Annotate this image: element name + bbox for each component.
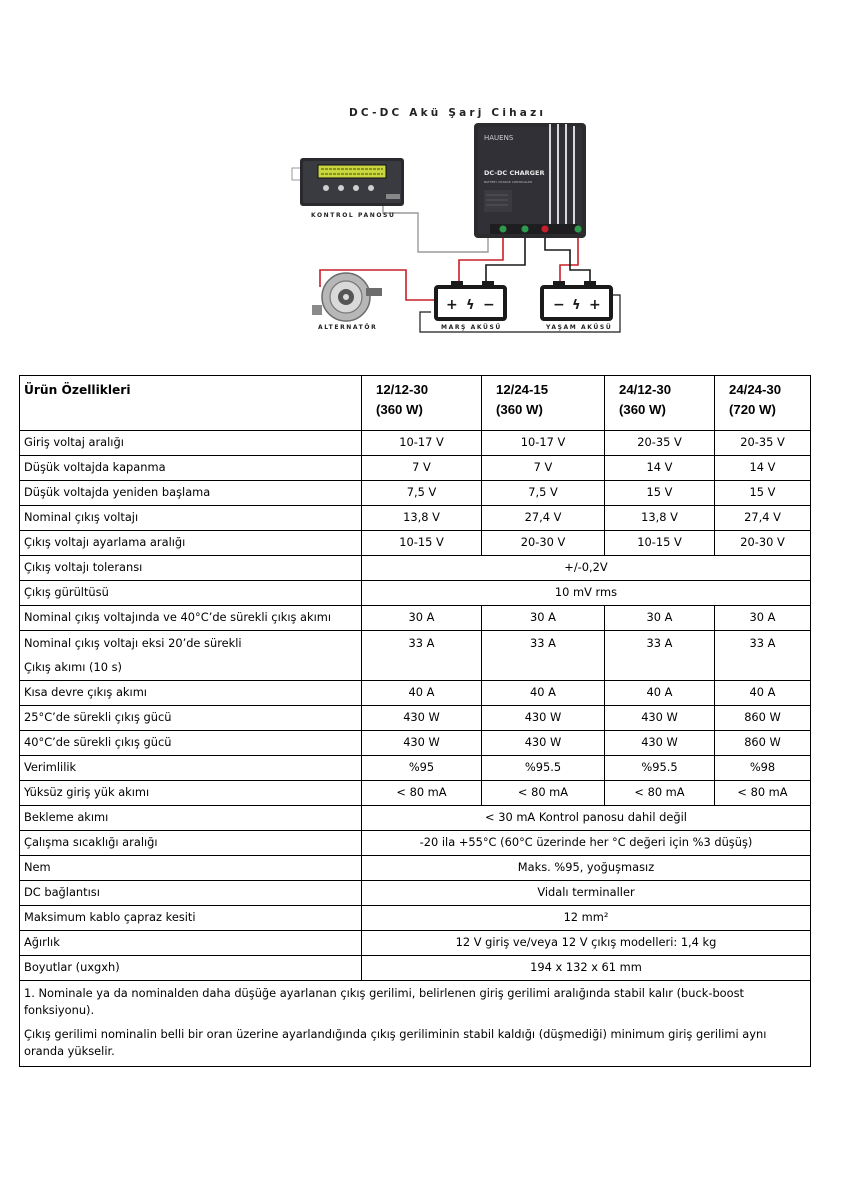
model-header: 24/12-30 (360 W) (605, 376, 715, 431)
row-label: 25°C’de sürekli çıkış gücü (20, 706, 362, 731)
svg-text:−: − (483, 297, 495, 313)
diagram-title: DC-DC Akü Şarj Cihazı (349, 107, 547, 119)
table-row (20, 706, 811, 731)
table-row (20, 681, 811, 706)
cell: 40 A (362, 681, 482, 706)
cell: 20-35 V (605, 431, 715, 456)
cell: 7 V (362, 456, 482, 481)
note-1: 1. Nominale ya da nominalden daha düşüğe ayarlanan çıkış gerilimi, belirlenen giriş gerilimi aralığında stabil kalır (buck-boost fonksiyonu). (24, 986, 745, 1017)
svg-text:ϟ: ϟ (572, 298, 581, 313)
cell: 40 A (715, 681, 811, 706)
house-battery-black-wire (545, 238, 590, 283)
table-row (20, 781, 811, 806)
row-label: Boyutlar (uxgxh) (20, 956, 362, 981)
start-battery-label: MARŞ AKÜSÜ (441, 324, 502, 331)
cell: 860 W (715, 731, 811, 756)
cell: %95.5 (482, 756, 605, 781)
cell: 12 mm² (362, 906, 811, 931)
table-row (20, 631, 811, 681)
cell: 20-30 V (482, 531, 605, 556)
cell: < 80 mA (362, 781, 482, 806)
alternator-device (312, 273, 382, 321)
cell: 13,8 V (362, 506, 482, 531)
model-header: 12/12-30 (360 W) (362, 376, 482, 431)
cell: 860 W (715, 706, 811, 731)
cell: +/-0,2V (362, 556, 811, 581)
cell: 30 A (605, 606, 715, 631)
cell: 7,5 V (482, 481, 605, 506)
row-label: Giriş voltaj aralığı (20, 431, 362, 456)
table-row (20, 481, 811, 506)
note-2: Çıkış gerilimi nominalin belli bir oran üzerine ayarlandığında çıkış geriliminin stabil kaldığı (düşmediği) minimum giriş gerilimi aynı oranda yükselir. (24, 1027, 767, 1058)
table-row (20, 856, 811, 881)
model-header: 24/24-30 (720 W) (715, 376, 811, 431)
table-row (20, 431, 811, 456)
cell: 30 A (482, 606, 605, 631)
start-battery-device (436, 281, 505, 319)
table-row (20, 931, 811, 956)
svg-text:ϟ: ϟ (466, 298, 475, 313)
start-battery-red-wire (459, 238, 503, 283)
cell: 40 A (605, 681, 715, 706)
cell: 40 A (482, 681, 605, 706)
row-label: Bekleme akımı (20, 806, 362, 831)
table-header-row (20, 376, 811, 431)
svg-text:+: + (589, 297, 601, 313)
row-label: Çıkış gürültüsü (20, 581, 362, 606)
cell: 20-35 V (715, 431, 811, 456)
cell: 33 A (362, 631, 482, 681)
cell: 14 V (605, 456, 715, 481)
cell: 10 mV rms (362, 581, 811, 606)
table-row (20, 731, 811, 756)
cell: Maks. %95, yoğuşmasız (362, 856, 811, 881)
cell: 30 A (715, 606, 811, 631)
row-label: Yüksüz giriş yük akımı (20, 781, 362, 806)
header-label: Ürün Özellikleri (20, 376, 362, 431)
cell: 33 A (482, 631, 605, 681)
cell: %98 (715, 756, 811, 781)
row-label: Düşük voltajda kapanma (20, 456, 362, 481)
cell: 27,4 V (482, 506, 605, 531)
cell: 10-17 V (482, 431, 605, 456)
model-header: 12/24-15 (360 W) (482, 376, 605, 431)
row-label: Ağırlık (20, 931, 362, 956)
cell: 430 W (605, 706, 715, 731)
row-label: Nominal çıkış voltajı (20, 506, 362, 531)
table-row (20, 606, 811, 631)
row-label: Verimlilik (20, 756, 362, 781)
cell: 430 W (482, 706, 605, 731)
row-label: DC bağlantısı (20, 881, 362, 906)
cell: 194 x 132 x 61 mm (362, 956, 811, 981)
cell: %95.5 (605, 756, 715, 781)
control-panel-label: KONTROL PANOSU (311, 212, 396, 219)
cell: Vidalı terminaller (362, 881, 811, 906)
device-brand: HAUENS (484, 134, 514, 142)
house-battery-device (542, 281, 611, 319)
cell: 14 V (715, 456, 811, 481)
cell: 430 W (482, 731, 605, 756)
cell: < 30 mA Kontrol panosu dahil değil (362, 806, 811, 831)
cell: 20-30 V (715, 531, 811, 556)
table-row (20, 581, 811, 606)
control-panel-device (300, 158, 404, 206)
cell: 430 W (362, 731, 482, 756)
cell: < 80 mA (715, 781, 811, 806)
dc-dc-charger-device (474, 123, 586, 238)
row-label: Çıkış voltajı toleransı (20, 556, 362, 581)
table-row (20, 906, 811, 931)
notes-row (20, 981, 811, 1067)
spec-table (19, 375, 811, 1067)
cell: -20 ila +55°C (60°C üzerinde her °C değeri için %3 düşüş) (362, 831, 811, 856)
cell: 27,4 V (715, 506, 811, 531)
row-label: Çıkış voltajı ayarlama aralığı (20, 531, 362, 556)
table-row (20, 756, 811, 781)
table-row (20, 506, 811, 531)
row-label: Çalışma sıcaklığı aralığı (20, 831, 362, 856)
device-subtitle: BATTERY CHARGE CONTROLLER (484, 180, 533, 184)
signal-wire (383, 205, 488, 252)
cell: < 80 mA (482, 781, 605, 806)
cell: 7,5 V (362, 481, 482, 506)
table-row (20, 456, 811, 481)
row-label: Kısa devre çıkış akımı (20, 681, 362, 706)
device-name: DC-DC CHARGER (484, 169, 545, 177)
cell: 10-15 V (362, 531, 482, 556)
svg-text:−: − (553, 297, 565, 313)
cell: 15 V (715, 481, 811, 506)
row-label: Maksimum kablo çapraz kesiti (20, 906, 362, 931)
notes-cell (20, 981, 811, 1067)
row-label: Nominal çıkış voltajı eksi 20’de sürekli Çıkış akımı (10 s) (20, 631, 362, 681)
house-battery-red-wire (560, 238, 578, 283)
table-row (20, 806, 811, 831)
row-label: 40°C’de sürekli çıkış gücü (20, 731, 362, 756)
table-row (20, 531, 811, 556)
cell: 10-17 V (362, 431, 482, 456)
alternator-label: ALTERNATÖR (318, 324, 378, 331)
table-row (20, 881, 811, 906)
row-label: Nominal çıkış voltajında ve 40°C’de sürekli çıkış akımı (20, 606, 362, 631)
cell: 15 V (605, 481, 715, 506)
table-row (20, 956, 811, 981)
cell: 33 A (715, 631, 811, 681)
svg-text:+: + (446, 297, 458, 313)
table-row (20, 556, 811, 581)
cell: 430 W (362, 706, 482, 731)
house-battery-label: YAŞAM AKÜSÜ (546, 324, 613, 331)
row-label: Nem (20, 856, 362, 881)
cell: 430 W (605, 731, 715, 756)
cell: 10-15 V (605, 531, 715, 556)
cell: 30 A (362, 606, 482, 631)
diagram-graphic (0, 0, 849, 360)
cell: 12 V giriş ve/veya 12 V çıkış modelleri: 1,4 kg (362, 931, 811, 956)
row-label: Düşük voltajda yeniden başlama (20, 481, 362, 506)
cell: 7 V (482, 456, 605, 481)
wiring-diagram (0, 0, 849, 360)
cell: 33 A (605, 631, 715, 681)
cell: 13,8 V (605, 506, 715, 531)
cell: < 80 mA (605, 781, 715, 806)
cell: %95 (362, 756, 482, 781)
table-row (20, 831, 811, 856)
